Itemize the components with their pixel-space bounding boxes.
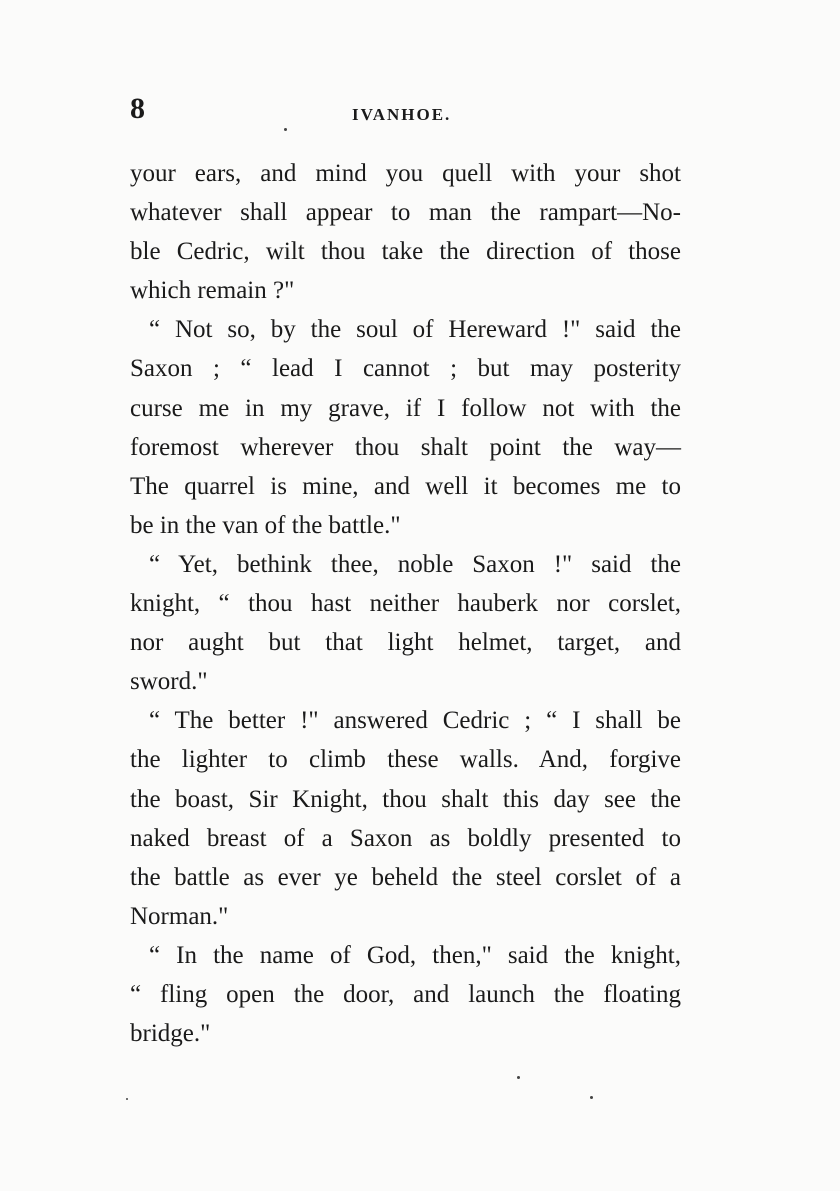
text-line: foremost wherever thou shalt point the way—	[130, 433, 681, 461]
text-line: the lighter to climb these walls. And, forgive	[130, 746, 681, 774]
text-line: nor aught but that light helmet, target, and	[130, 629, 681, 657]
text-line: curse me in my grave, if I follow not with the	[130, 394, 681, 422]
text-line: naked breast of a Saxon as boldly presented to	[130, 824, 681, 852]
text-line: the boast, Sir Knight, thou shalt this day see the	[130, 785, 681, 813]
running-head: IVANHOE.	[352, 105, 452, 124]
ink-speck	[590, 1096, 593, 1099]
text-line: sword."	[130, 668, 208, 696]
text-line: be in the van of the battle."	[130, 511, 401, 539]
text-line: which remain ?"	[130, 277, 295, 305]
text-line: “ The better !" answered Cedric ; “ I shall be	[149, 707, 681, 735]
ink-speck	[284, 128, 287, 131]
text-line: “ In the name of God, then," said the knight,	[149, 941, 681, 969]
text-line: whatever shall appear to man the rampart—No-	[130, 199, 681, 227]
page-number: 8	[130, 92, 145, 125]
text-line: Saxon ; “ lead I cannot ; but may posterity	[130, 355, 681, 383]
text-line: ble Cedric, wilt thou take the direction of those	[130, 238, 681, 266]
text-line: “ Not so, by the soul of Hereward !" said the	[149, 316, 681, 344]
ink-speck	[126, 1098, 128, 1100]
ink-speck	[517, 1076, 520, 1079]
text-line: your ears, and mind you quell with your shot	[130, 160, 681, 187]
text-line: “ fling open the door, and launch the floating	[130, 980, 681, 1008]
text-line: Norman."	[130, 902, 229, 930]
body-text	[130, 154, 681, 1053]
text-line: the battle as ever ye beheld the steel corslet of a	[130, 863, 681, 891]
text-line: knight, “ thou hast neither hauberk nor corslet,	[130, 590, 681, 618]
text-line: The quarrel is mine, and well it becomes me to	[130, 472, 681, 500]
text-line: bridge."	[130, 1020, 211, 1048]
text-line: “ Yet, bethink thee, noble Saxon !" said the	[149, 550, 681, 578]
